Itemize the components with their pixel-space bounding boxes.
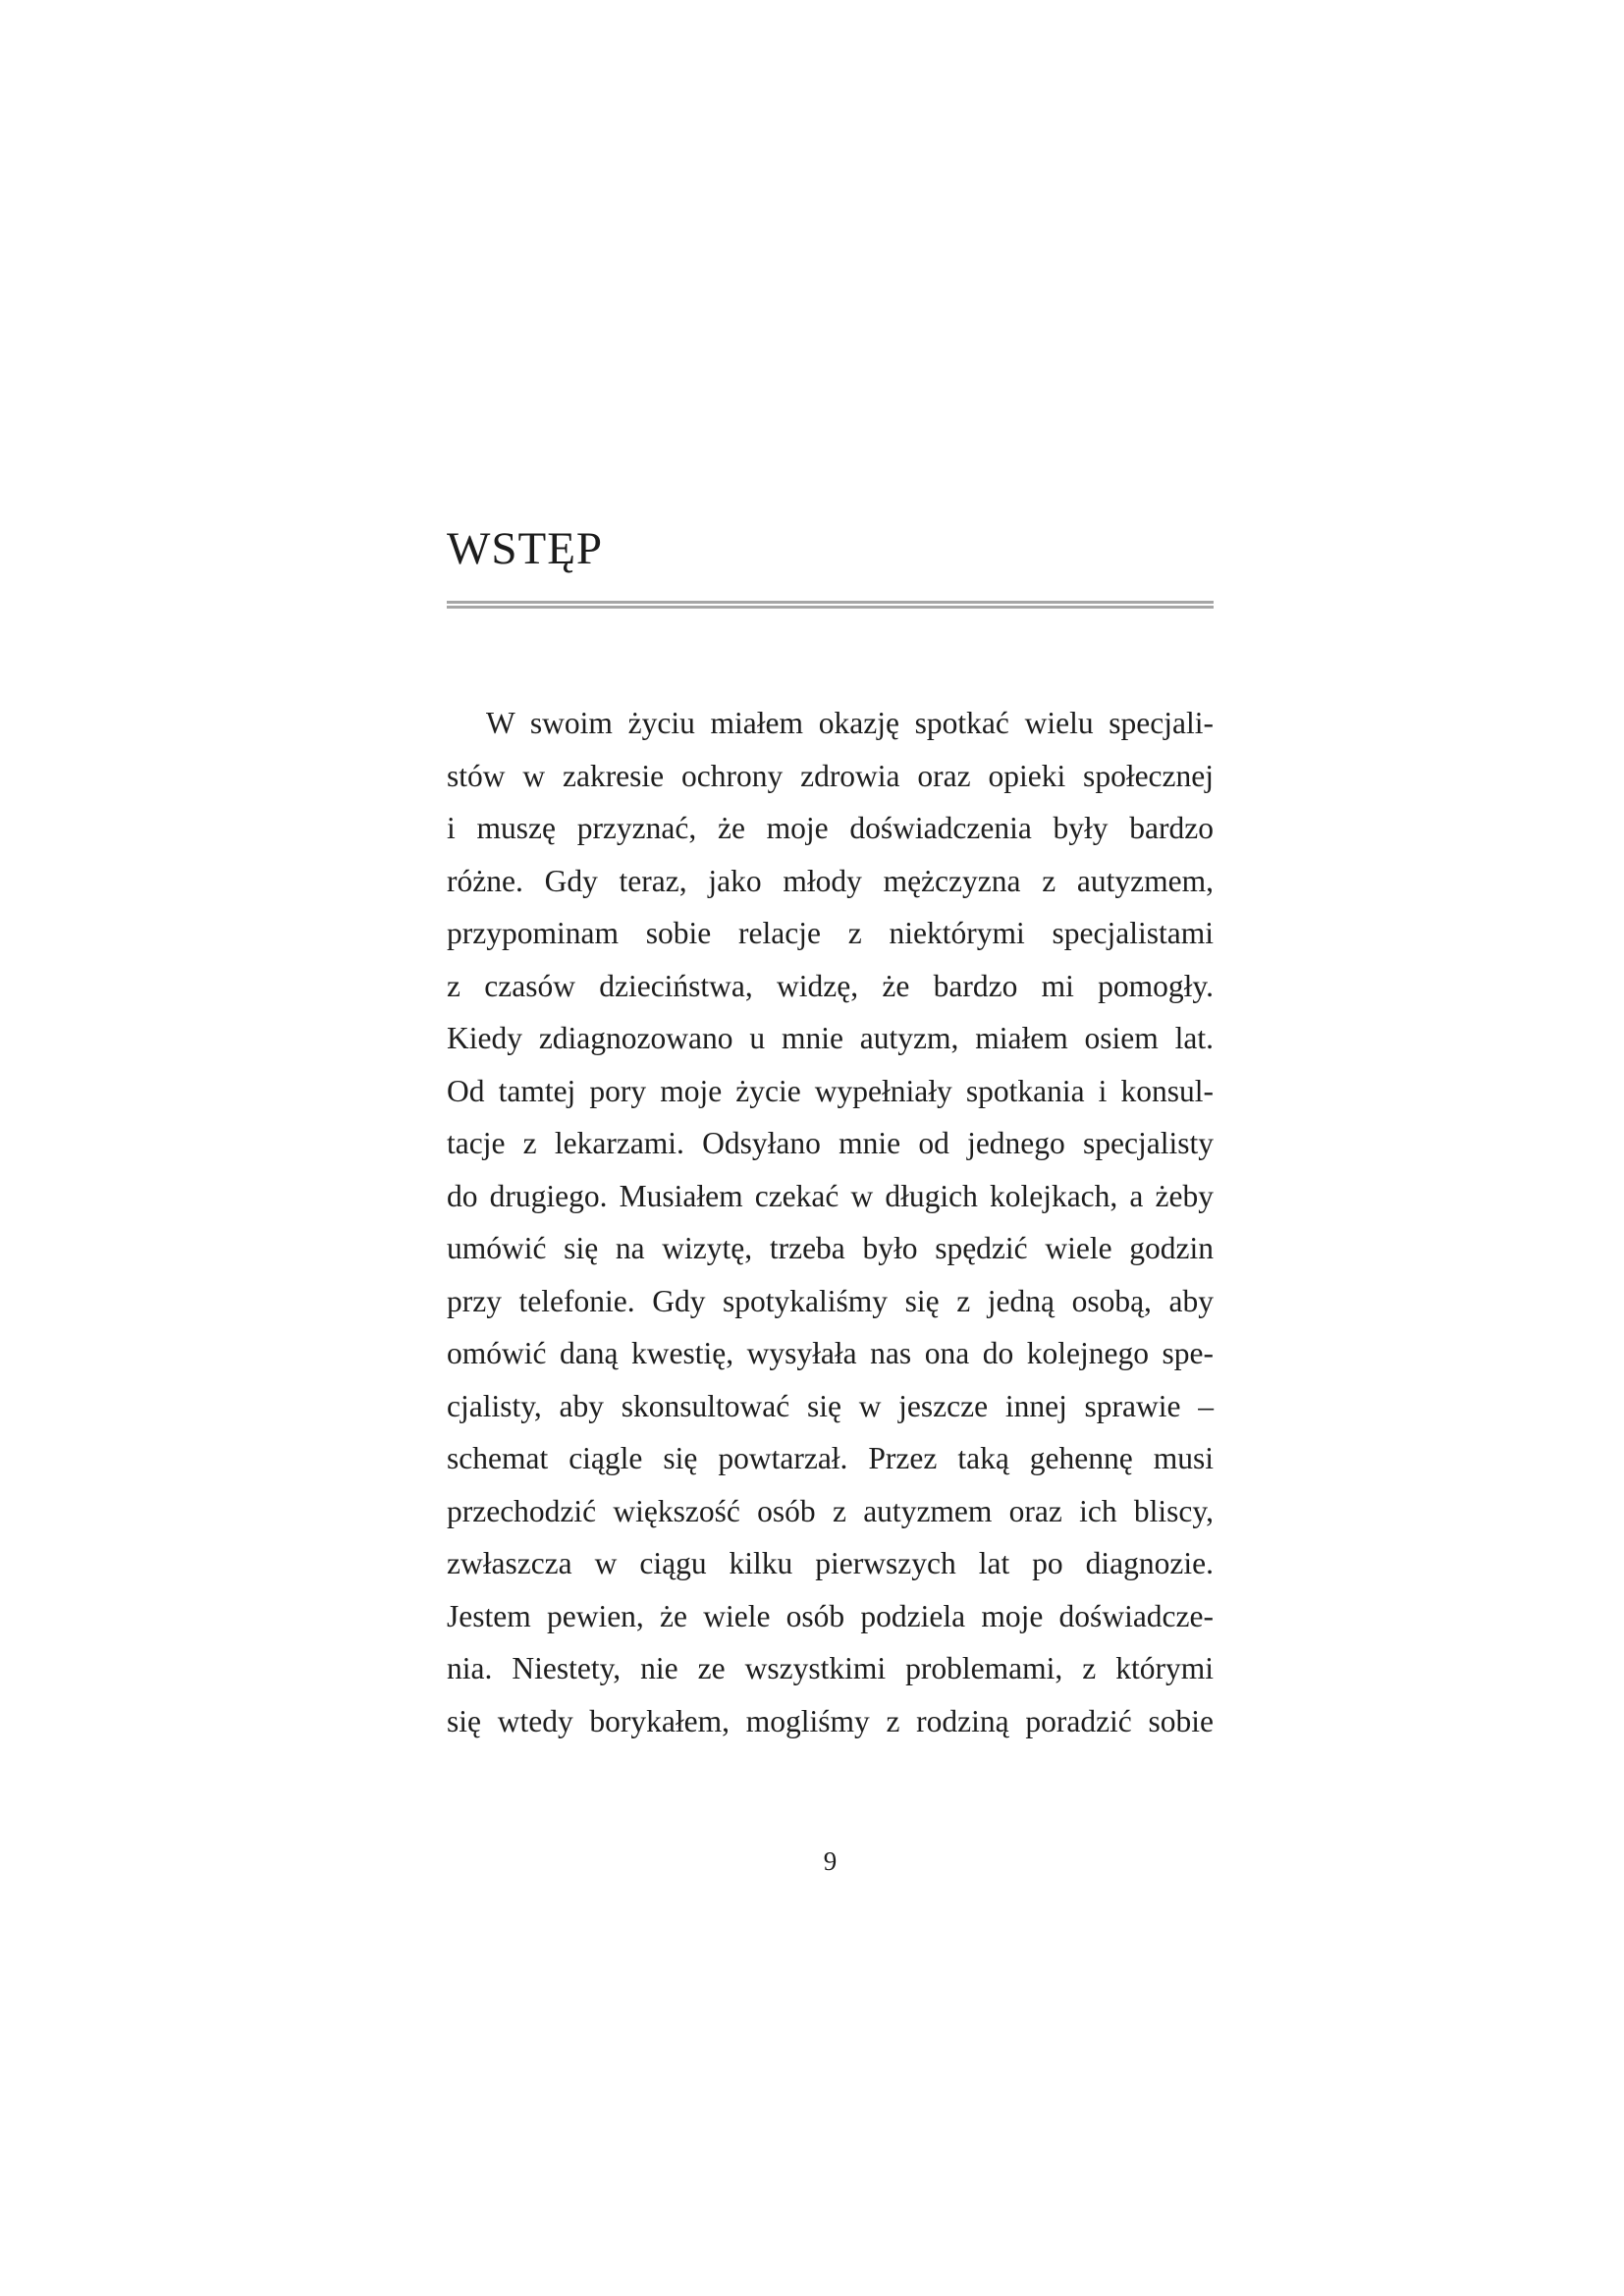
text-line: z czasów dzieciństwa, widzę, że bardzo mi pomogły. <box>447 968 1214 1003</box>
chapter-title: WSTĘP <box>447 523 604 574</box>
text-line: omówić daną kwestię, wysyłała nas ona do kolejnego spe- <box>447 1336 1214 1370</box>
text-line: różne. Gdy teraz, jako młody mężczyzna z autyzmem, <box>447 863 1214 898</box>
text-line: i muszę przyznać, że moje doświadczenia były bardzo <box>447 811 1214 845</box>
text-line: umówić się na wizytę, trzeba było spędzić wiele godzin <box>447 1231 1214 1265</box>
text-line: W swoim życiu miałem okazję spotkać wielu specjali- <box>486 706 1214 740</box>
text-line: cjalisty, aby skonsultować się w jeszcze innej sprawie – <box>447 1388 1214 1423</box>
text-line: się wtedy borykałem, mogliśmy z rodziną poradzić sobie <box>447 1703 1214 1738</box>
text-line: stów w zakresie ochrony zdrowia oraz opieki społecznej <box>447 758 1214 793</box>
text-line: zwłaszcza w ciągu kilku pierwszych lat po diagnozie. <box>447 1546 1214 1580</box>
text-line: nia. Niestety, nie ze wszystkimi problemami, z którymi <box>447 1651 1214 1685</box>
text-line: schemat ciągle się powtarzał. Przez taką gehennę musi <box>447 1441 1214 1475</box>
text-line: tacje z lekarzami. Odsyłano mnie od jednego specjalisty <box>447 1126 1214 1160</box>
title-double-rule <box>447 601 1214 609</box>
text-line: Jestem pewien, że wiele osób podziela moje doświadcze- <box>447 1598 1214 1633</box>
text-line: Od tamtej pory moje życie wypełniały spotkania i konsul- <box>447 1073 1214 1108</box>
text-line: przy telefonie. Gdy spotykaliśmy się z jedną osobą, aby <box>447 1283 1214 1318</box>
page-number: 9 <box>823 1846 838 1876</box>
body-text <box>447 697 1214 1747</box>
text-line: przechodzić większość osób z autyzmem oraz ich bliscy, <box>447 1493 1214 1528</box>
text-line: do drugiego. Musiałem czekać w długich kolejkach, a żeby <box>447 1178 1214 1213</box>
text-line: przypominam sobie relacje z niektórymi specjalistami <box>447 916 1214 950</box>
text-line: Kiedy zdiagnozowano u mnie autyzm, miałem osiem lat. <box>447 1021 1214 1055</box>
